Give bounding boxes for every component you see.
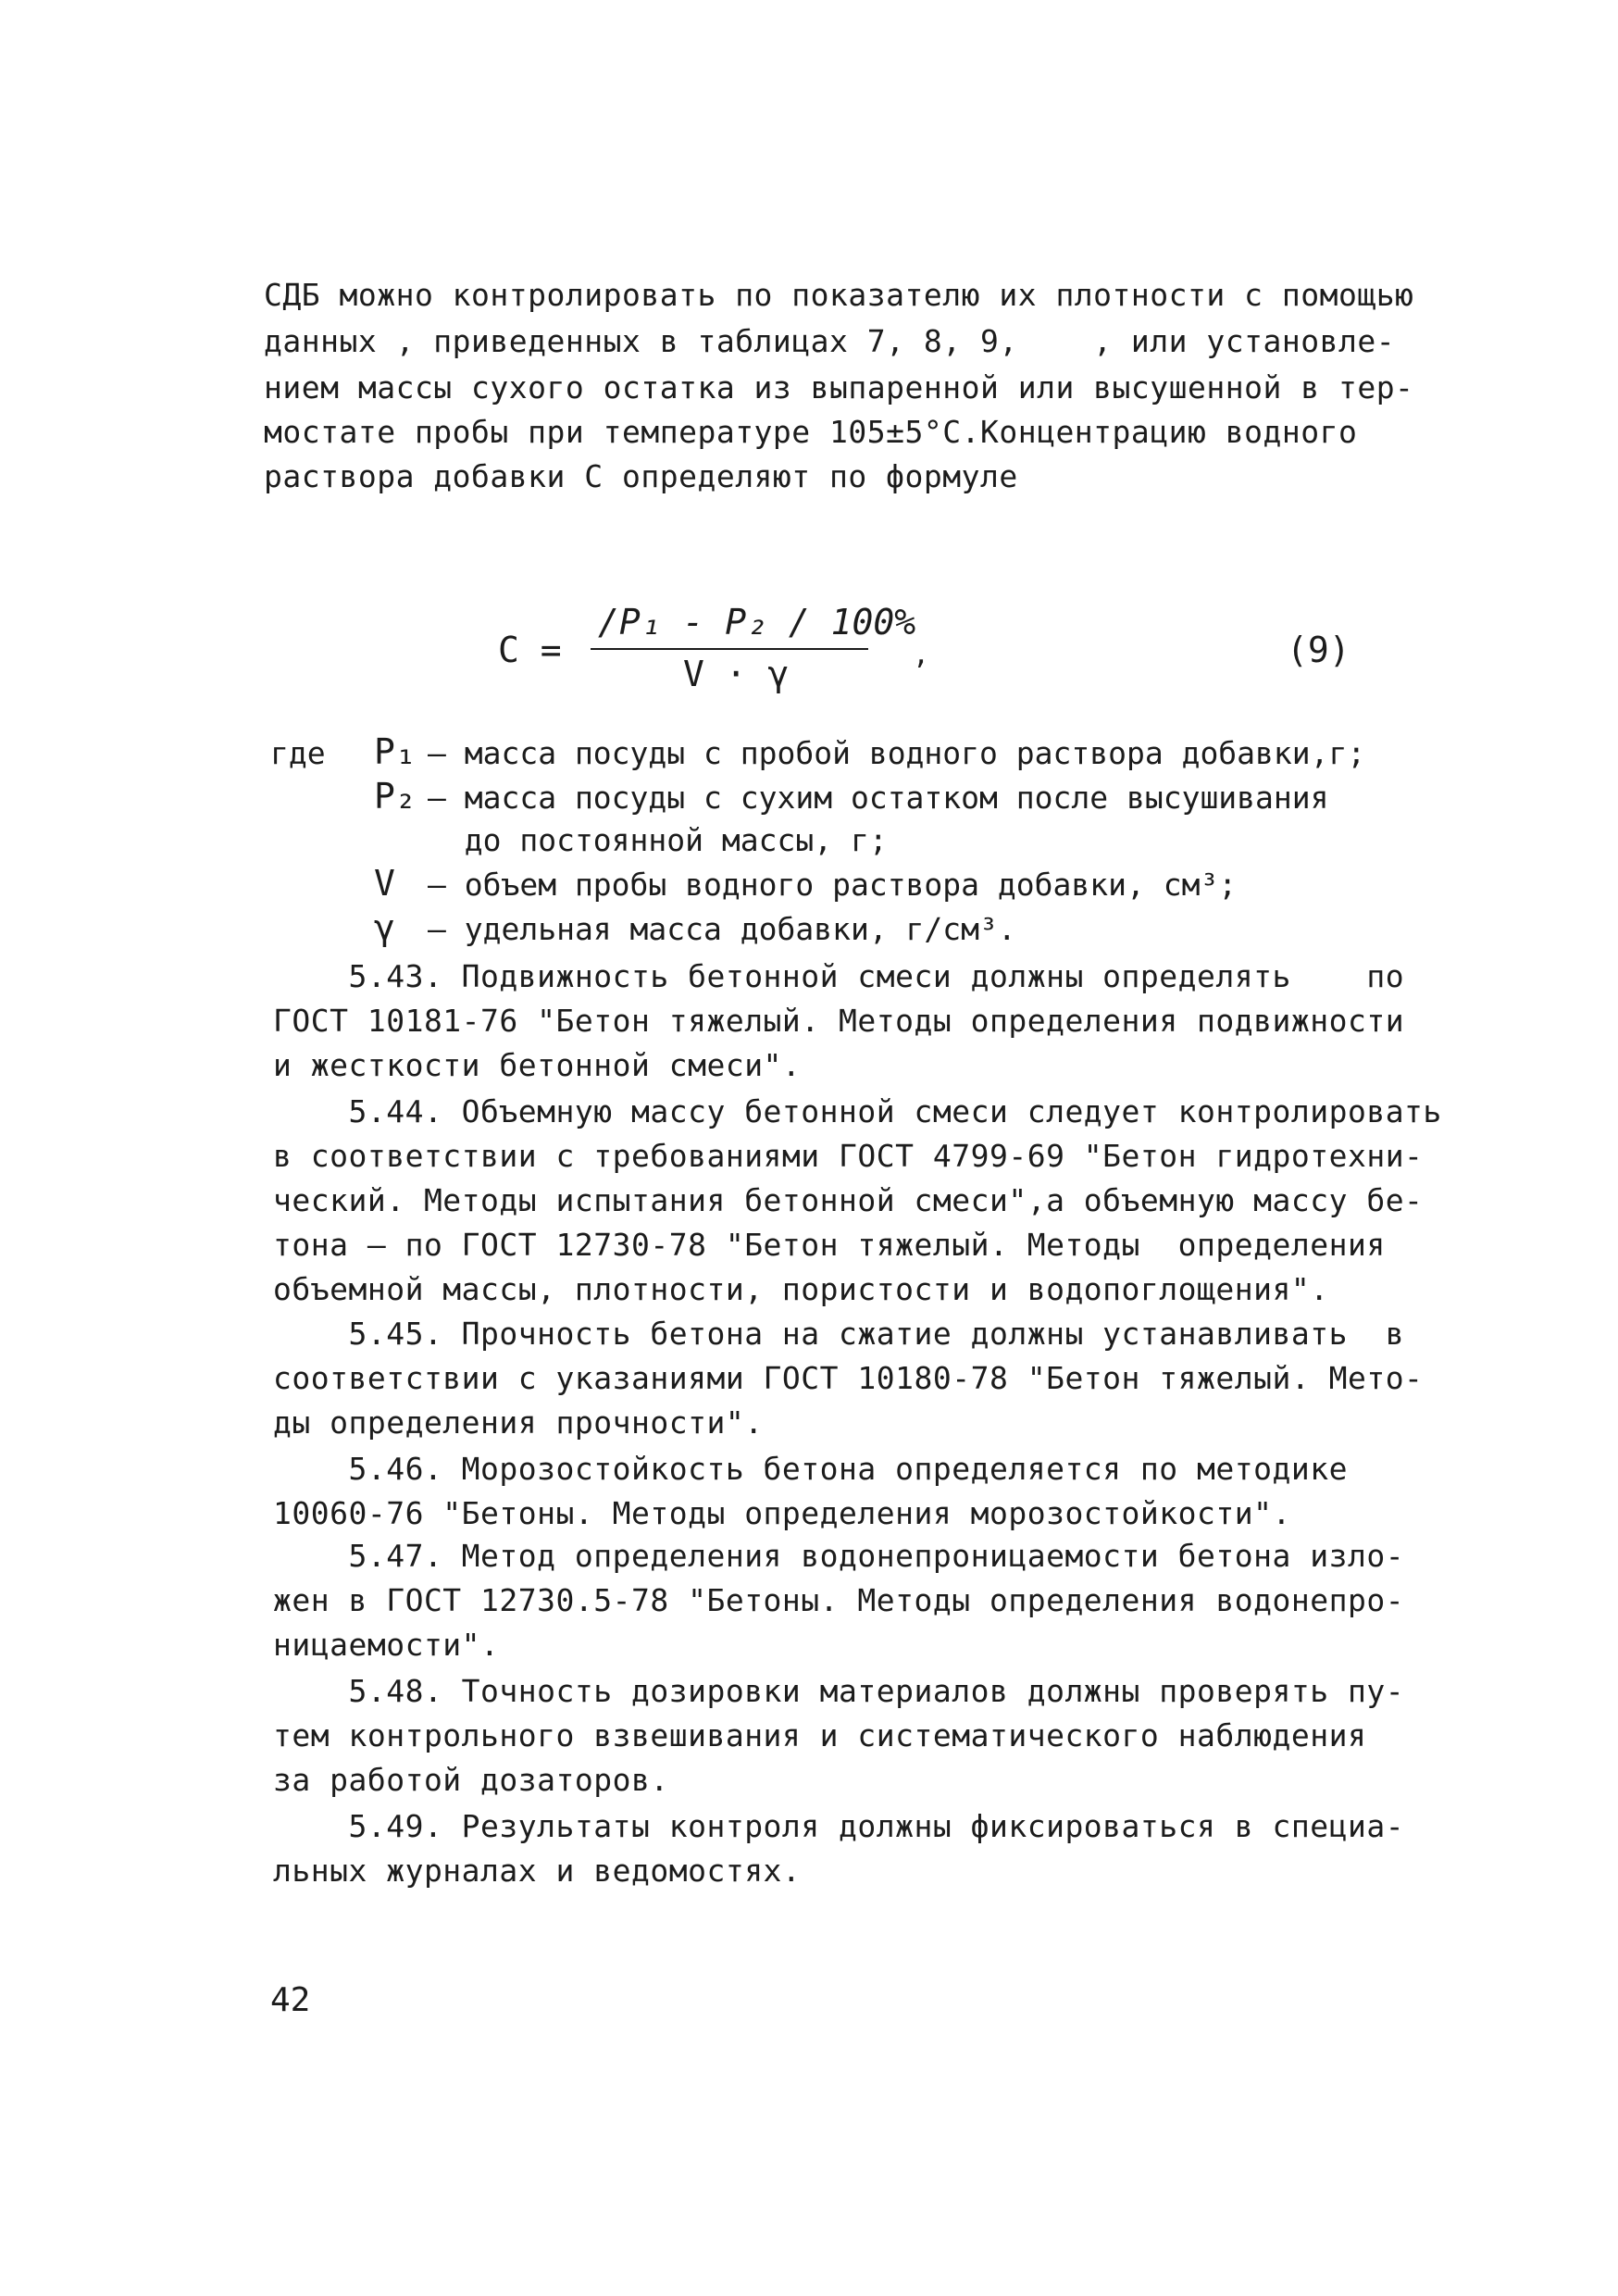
- paragraph-line: ды определения прочности".: [273, 1404, 764, 1441]
- paragraph-line: 5.44. Объемную массу бетонной смеси следует контролировать: [273, 1093, 1442, 1129]
- intro-line: раствора добавки С определяют по формуле: [264, 458, 1018, 494]
- intro-line: мостате пробы при температуре 105±5°С.Концентрацию водного: [264, 414, 1358, 450]
- intro-line: данных , приведенных в таблицах 7, 8, 9, , или установле-: [264, 323, 1396, 359]
- legend-description: – масса посуды с сухим остатком после высушивания: [428, 780, 1329, 816]
- intro-line: нием массы сухого остатка из выпаренной или высушенной в тер-: [264, 369, 1414, 406]
- legend-symbol: P₁: [374, 731, 417, 772]
- formula-separator: ,: [913, 639, 930, 671]
- paragraph-line: ницаемости".: [273, 1627, 500, 1663]
- legend-description: – объем пробы водного раствора добавки, см³;: [428, 867, 1238, 903]
- formula-numerator: /P₁ - P₂ / 100%: [598, 602, 916, 643]
- paragraph-line: 5.47. Метод определения водонепроницаемости бетона изло-: [273, 1538, 1405, 1574]
- legend-description: – удельная масса добавки, г/см³.: [428, 911, 1016, 947]
- legend-symbol: P₂: [374, 776, 417, 817]
- legend-description: – масса посуды с пробой водного раствора добавки,г;: [428, 735, 1366, 771]
- paragraph-line: соответствии с указаниями ГОСТ 10180-78 "Бетон тяжелый. Мето-: [273, 1360, 1424, 1396]
- paragraph-line: 5.46. Морозостойкость бетона определяется по методике: [273, 1451, 1348, 1487]
- paragraph-line: 5.43. Подвижность бетонной смеси должны определять по: [273, 958, 1405, 994]
- paragraph-line: в соответствии с требованиями ГОСТ 4799-69 "Бетон гидротехни-: [273, 1138, 1424, 1174]
- paragraph-line: объемной массы, плотности, пористости и водопоглощения".: [273, 1271, 1329, 1307]
- paragraph-line: за работой дозаторов.: [273, 1762, 669, 1798]
- concentration-formula: [498, 602, 1350, 722]
- paragraph-line: 10060-76 "Бетоны. Методы определения морозостойкости".: [273, 1495, 1291, 1531]
- equation-number: (9): [1287, 630, 1350, 670]
- legend-symbol: γ: [374, 907, 395, 948]
- intro-line: СДБ можно контролировать по показателю их плотности с помощью: [264, 277, 1414, 313]
- paragraph-line: ГОСТ 10181-76 "Бетон тяжелый. Методы определения подвижности: [273, 1003, 1405, 1039]
- paragraph-line: 5.48. Точность дозировки материалов должны проверять пу-: [273, 1673, 1405, 1709]
- formula-denominator: V · γ: [683, 654, 790, 694]
- paragraph-line: 5.49. Результаты контроля должны фиксироваться в специа-: [273, 1808, 1405, 1844]
- page-number: 42: [270, 1981, 311, 2019]
- paragraph-line: тона – по ГОСТ 12730-78 "Бетон тяжелый. Методы определения: [273, 1227, 1386, 1263]
- paragraph-line: жен в ГОСТ 12730.5-78 "Бетоны. Методы определения водонепро-: [273, 1582, 1405, 1618]
- legend-where: где: [270, 735, 326, 771]
- paragraph-line: 5.45. Прочность бетона на сжатие должны устанавливать в: [273, 1316, 1405, 1352]
- paragraph-line: тем контрольного взвешивания и систематического наблюдения: [273, 1717, 1367, 1753]
- paragraph-line: и жесткости бетонной смеси".: [273, 1047, 802, 1083]
- legend-symbol: V: [374, 863, 395, 904]
- formula-lhs: C =: [498, 630, 562, 670]
- paragraph-line: ческий. Методы испытания бетонной смеси",а объемную массу бе-: [273, 1182, 1424, 1218]
- fraction-bar: [591, 648, 868, 650]
- legend-description: до постоянной массы, г;: [428, 822, 888, 858]
- paragraph-line: льных журналах и ведомостях.: [273, 1853, 802, 1889]
